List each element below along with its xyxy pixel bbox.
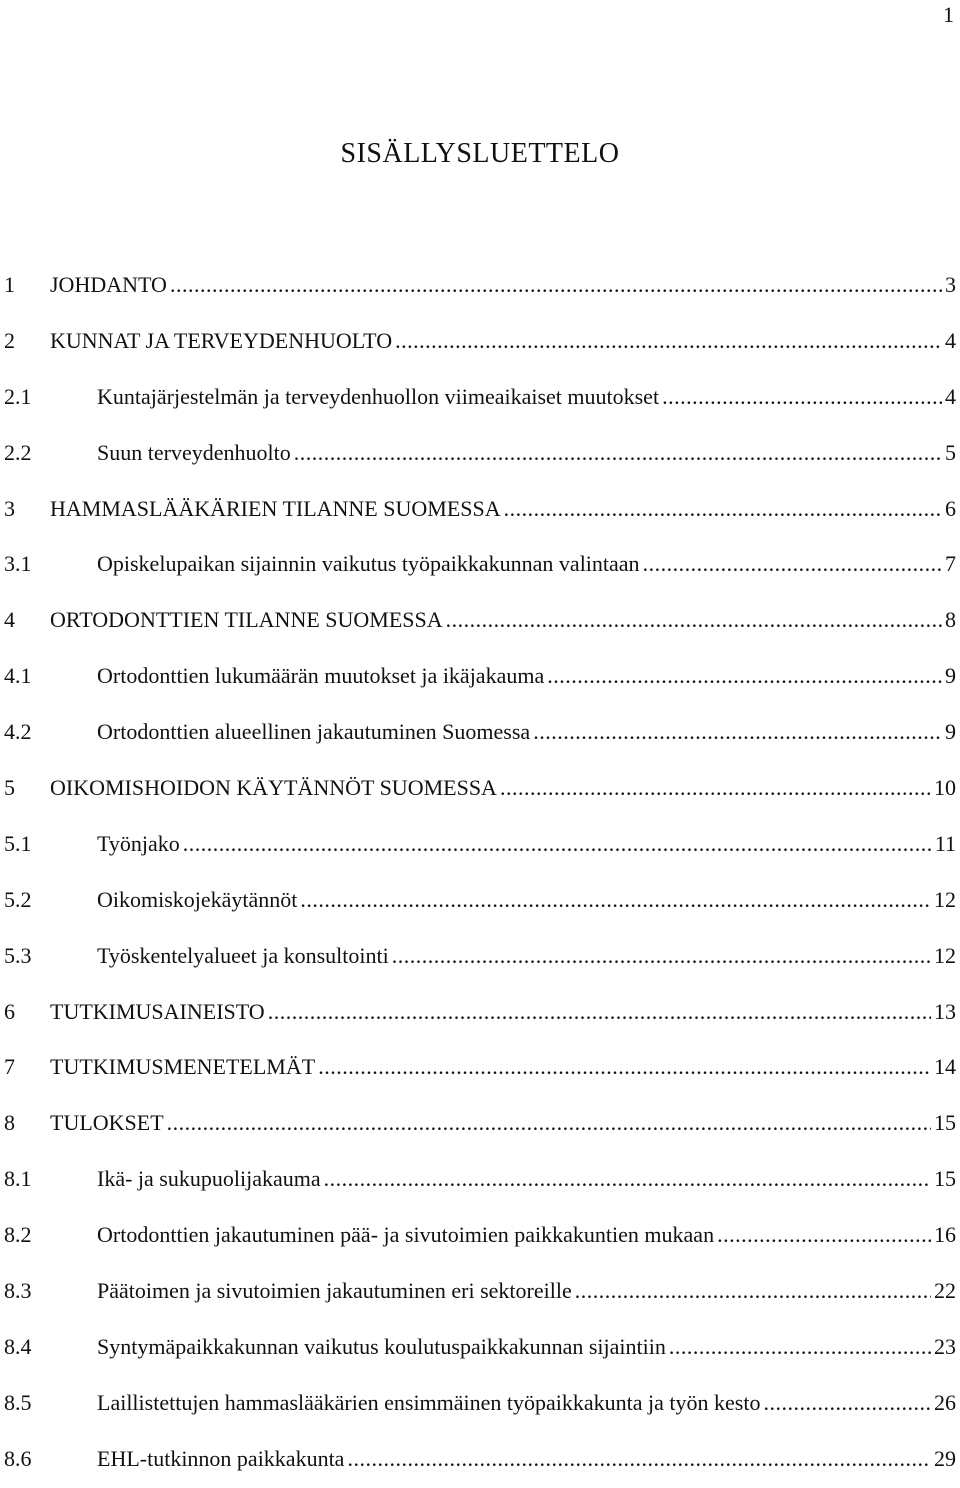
toc-entry-page[interactable]: 22 bbox=[934, 1278, 956, 1304]
toc-entry-number: 2.2 bbox=[4, 439, 32, 465]
toc-entry[interactable] bbox=[0, 985, 960, 1041]
toc-entry-line bbox=[97, 1278, 956, 1304]
toc-entry-label[interactable]: HAMMASLÄÄKÄRIEN TILANNE SUOMESSA bbox=[50, 495, 501, 521]
toc-entry[interactable] bbox=[0, 370, 960, 426]
toc-entry-label[interactable]: JOHDANTO bbox=[50, 272, 167, 297]
table-of-contents bbox=[0, 258, 960, 1488]
toc-entry-page[interactable]: 12 bbox=[934, 942, 956, 968]
toc-entry[interactable] bbox=[0, 314, 960, 370]
toc-entry-line bbox=[97, 1334, 956, 1360]
toc-entry-number: 2.1 bbox=[4, 383, 32, 409]
page-number: 1 bbox=[943, 2, 954, 27]
dot-leader bbox=[395, 328, 942, 354]
toc-entry[interactable] bbox=[0, 1208, 960, 1264]
dot-leader bbox=[268, 999, 931, 1025]
toc-entry[interactable] bbox=[0, 1040, 960, 1096]
toc-entry-number: 8.4 bbox=[4, 1333, 32, 1359]
dot-leader bbox=[167, 1110, 931, 1136]
dot-leader bbox=[763, 1390, 931, 1416]
dot-leader bbox=[170, 272, 942, 298]
dot-leader bbox=[717, 1222, 931, 1248]
toc-entry-number: 8.6 bbox=[4, 1445, 32, 1471]
toc-entry-number: 5.1 bbox=[4, 830, 32, 856]
toc-entry-line bbox=[97, 1446, 956, 1472]
toc-entry[interactable] bbox=[0, 593, 960, 649]
toc-entry-label[interactable]: Laillistettujen hammaslääkärien ensimmäinen työpaikkakunta ja työn kesto bbox=[97, 1389, 761, 1415]
toc-entry-label[interactable]: Syntymäpaikkakunnan vaikutus koulutuspaikkakunnan sijaintiin bbox=[97, 1333, 666, 1359]
toc-entry-number: 5.3 bbox=[4, 942, 32, 968]
toc-entry-label[interactable]: EHL-tutkinnon paikkakunta bbox=[97, 1445, 345, 1471]
dot-leader bbox=[575, 1278, 931, 1304]
toc-entry-page[interactable]: 3 bbox=[945, 272, 956, 297]
dot-leader bbox=[547, 663, 942, 689]
dot-leader bbox=[533, 719, 942, 745]
toc-entry-page[interactable]: 11 bbox=[934, 830, 956, 856]
toc-entry[interactable] bbox=[0, 1376, 960, 1432]
toc-entry-number: 3.1 bbox=[4, 551, 32, 577]
toc-entry-label[interactable]: Opiskelupaikan sijainnin vaikutus työpaikkakunnan valintaan bbox=[97, 551, 640, 577]
toc-entry-line bbox=[97, 887, 956, 913]
toc-entry-page[interactable]: 26 bbox=[934, 1389, 956, 1415]
toc-entry-label[interactable]: Ortodonttien jakautuminen pää- ja sivutoimien paikkakuntien mukaan bbox=[97, 1222, 715, 1248]
toc-entry-line bbox=[50, 607, 956, 633]
toc-entry[interactable] bbox=[0, 873, 960, 929]
toc-entry-number: 4 bbox=[4, 607, 15, 633]
toc-entry-line bbox=[50, 328, 956, 354]
toc-entry-number: 3 bbox=[4, 495, 15, 521]
toc-entry-label[interactable]: Kuntajärjestelmän ja terveydenhuollon viimeaikaiset muutokset bbox=[97, 383, 660, 409]
dot-leader bbox=[446, 607, 942, 633]
toc-entry-line bbox=[50, 496, 956, 522]
toc-entry-label[interactable]: Suun terveydenhuolto bbox=[97, 439, 291, 465]
dot-leader bbox=[500, 775, 931, 801]
toc-entry-page[interactable]: 9 bbox=[945, 663, 956, 689]
toc-entry-number: 8.3 bbox=[4, 1278, 32, 1304]
toc-entry-number: 8.2 bbox=[4, 1222, 32, 1248]
toc-entry-page[interactable]: 6 bbox=[945, 495, 956, 521]
toc-entry[interactable] bbox=[0, 1320, 960, 1376]
toc-entry[interactable] bbox=[0, 1152, 960, 1208]
toc-entry-label[interactable]: TUTKIMUSMENETELMÄT bbox=[50, 1054, 316, 1080]
toc-entry-page[interactable]: 10 bbox=[934, 775, 956, 801]
dot-leader bbox=[643, 551, 942, 577]
toc-entry-page[interactable]: 15 bbox=[934, 1166, 956, 1192]
toc-entry-label[interactable]: Työnjako bbox=[97, 830, 180, 856]
dot-leader bbox=[392, 943, 931, 969]
toc-entry-label[interactable]: OIKOMISHOIDON KÄYTÄNNÖT SUOMESSA bbox=[50, 775, 497, 801]
toc-entry[interactable] bbox=[0, 761, 960, 817]
toc-entry-number: 7 bbox=[4, 1054, 15, 1080]
toc-entry-number: 8.1 bbox=[4, 1166, 32, 1192]
toc-entry[interactable] bbox=[0, 929, 960, 985]
toc-entry[interactable] bbox=[0, 817, 960, 873]
dot-leader bbox=[318, 1054, 931, 1080]
toc-entry-number: 4.1 bbox=[4, 663, 32, 689]
toc-entry-page[interactable]: 8 bbox=[945, 607, 956, 633]
toc-entry-line bbox=[50, 272, 956, 298]
toc-entry-line bbox=[97, 831, 956, 857]
page-title: SISÄLLYSLUETTELO bbox=[340, 138, 620, 169]
toc-entry-line bbox=[97, 1166, 956, 1192]
toc-entry-label[interactable]: Ortodonttien lukumäärän muutokset ja ikäjakauma bbox=[97, 663, 545, 689]
toc-entry-page[interactable]: 9 bbox=[945, 719, 956, 745]
dot-leader bbox=[347, 1446, 931, 1472]
toc-entry-number: 5 bbox=[4, 775, 15, 801]
toc-entry-label[interactable]: KUNNAT JA TERVEYDENHUOLTO bbox=[50, 327, 393, 353]
toc-entry-page[interactable]: 23 bbox=[934, 1333, 956, 1359]
toc-entry-label[interactable]: Työskentelyalueet ja konsultointi bbox=[97, 942, 389, 968]
toc-entry-page[interactable]: 13 bbox=[934, 998, 956, 1024]
toc-entry-page[interactable]: 29 bbox=[934, 1445, 956, 1471]
toc-entry-line bbox=[50, 999, 956, 1025]
toc-entry-number: 4.2 bbox=[4, 719, 32, 745]
toc-entry-number: 2 bbox=[4, 327, 15, 353]
toc-entry-line bbox=[97, 384, 956, 410]
toc-entry-line bbox=[97, 1390, 956, 1416]
toc-entry-page[interactable]: 15 bbox=[934, 1110, 956, 1136]
toc-entry-line bbox=[50, 1110, 956, 1136]
toc-entry-line bbox=[97, 943, 956, 969]
toc-entry[interactable] bbox=[0, 1096, 960, 1152]
toc-entry-line bbox=[97, 551, 956, 577]
toc-entry-label[interactable]: TUTKIMUSAINEISTO bbox=[50, 998, 265, 1024]
toc-entry-line bbox=[50, 775, 956, 801]
toc-entry-number: 5.2 bbox=[4, 886, 32, 912]
toc-entry-page[interactable]: 4 bbox=[945, 327, 956, 353]
toc-entry-number: 8.5 bbox=[4, 1389, 32, 1415]
toc-entry-label[interactable]: Päätoimen ja sivutoimien jakautuminen eri sektoreille bbox=[97, 1278, 572, 1304]
toc-entry-page[interactable]: 14 bbox=[934, 1054, 956, 1080]
toc-entry[interactable] bbox=[0, 537, 960, 593]
toc-entry-label[interactable]: Ikä- ja sukupuolijakauma bbox=[97, 1166, 321, 1192]
toc-entry-line bbox=[97, 663, 956, 689]
toc-entry[interactable] bbox=[0, 1264, 960, 1320]
toc-entry-page[interactable]: 5 bbox=[945, 439, 956, 465]
toc-entry-line bbox=[97, 440, 956, 466]
toc-entry-number: 6 bbox=[4, 998, 15, 1024]
toc-entry[interactable] bbox=[0, 258, 960, 314]
toc-entry-number: 1 bbox=[4, 272, 15, 297]
toc-entry-label[interactable]: ORTODONTTIEN TILANNE SUOMESSA bbox=[50, 607, 443, 633]
toc-entry-label[interactable]: Ortodonttien alueellinen jakautuminen Suomessa bbox=[97, 719, 531, 745]
dot-leader bbox=[504, 496, 942, 522]
toc-entry-label[interactable]: TULOKSET bbox=[50, 1110, 164, 1136]
toc-entry[interactable] bbox=[0, 649, 960, 705]
toc-entry[interactable] bbox=[0, 426, 960, 482]
toc-entry-page[interactable]: 4 bbox=[945, 383, 956, 409]
toc-entry-page[interactable]: 7 bbox=[945, 551, 956, 577]
toc-entry[interactable] bbox=[0, 1432, 960, 1488]
dot-leader bbox=[662, 384, 942, 410]
toc-entry-number: 8 bbox=[4, 1110, 15, 1136]
toc-entry[interactable] bbox=[0, 705, 960, 761]
dot-leader bbox=[294, 440, 942, 466]
dot-leader bbox=[183, 831, 932, 857]
dot-leader bbox=[324, 1166, 931, 1192]
toc-entry-label[interactable]: Oikomiskojekäytännöt bbox=[97, 886, 298, 912]
toc-entry-line bbox=[97, 719, 956, 745]
dot-leader bbox=[300, 887, 931, 913]
toc-entry-page[interactable]: 12 bbox=[934, 886, 956, 912]
dot-leader bbox=[669, 1334, 931, 1360]
toc-entry-page[interactable]: 16 bbox=[934, 1222, 956, 1248]
toc-entry-line bbox=[50, 1054, 956, 1080]
toc-entry-line bbox=[97, 1222, 956, 1248]
toc-entry[interactable] bbox=[0, 482, 960, 538]
